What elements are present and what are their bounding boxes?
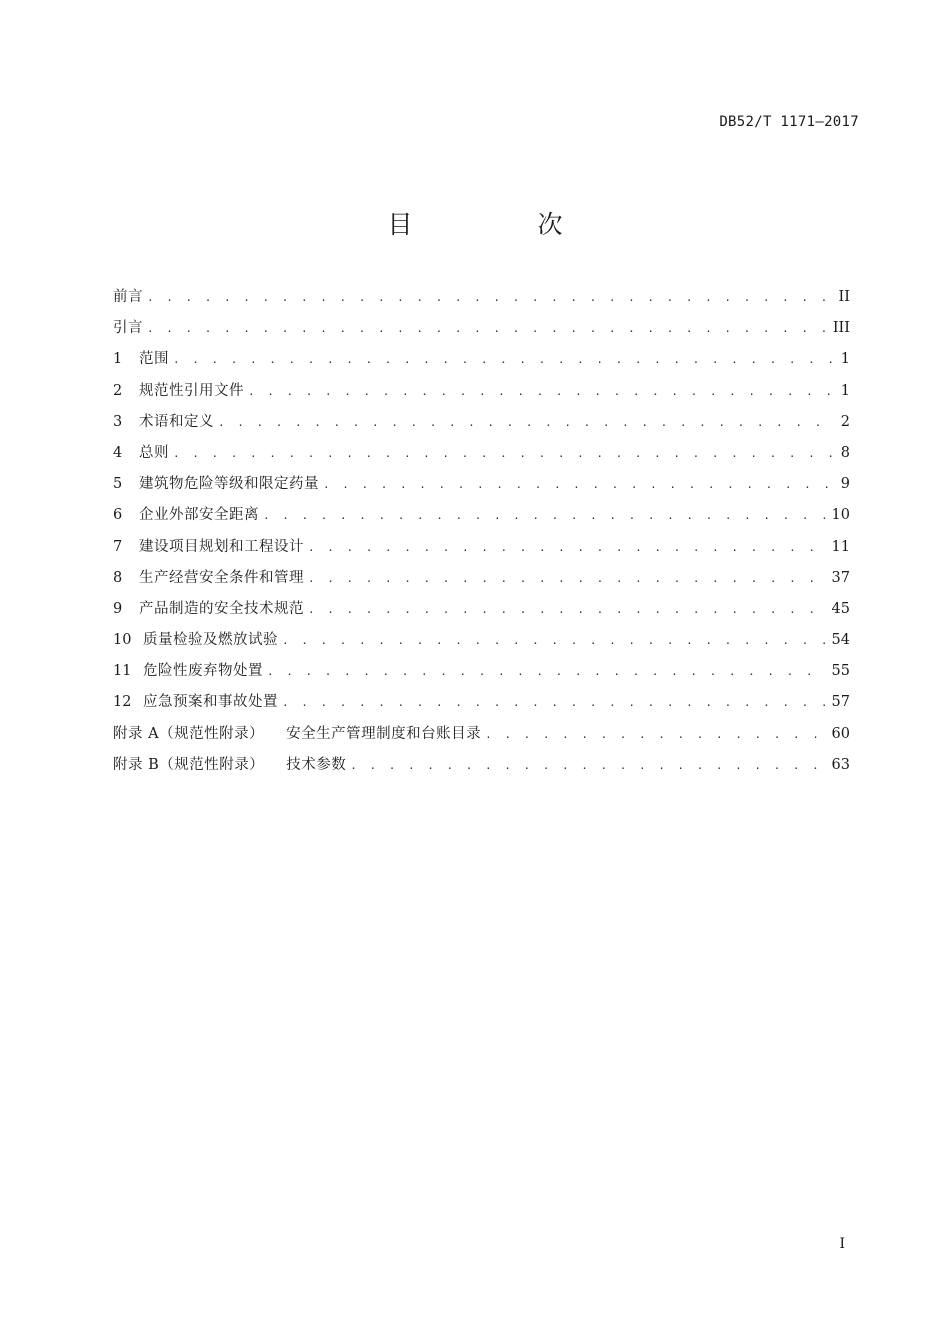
toc-leader-dots [218, 410, 835, 436]
toc-entry-page: 54 [831, 632, 850, 649]
page-title: 目 次 [387, 210, 613, 239]
toc-annex-heading: 附录 A（规范性附录） [113, 725, 265, 742]
toc-entry-page: 9 [840, 476, 850, 493]
toc-entry-8[interactable] [113, 565, 850, 596]
toc-entry-foreword[interactable] [113, 284, 850, 315]
toc-entry-page: 55 [831, 663, 850, 680]
toc-entry-9[interactable] [113, 596, 850, 627]
toc-entry-11[interactable] [113, 658, 850, 689]
toc-entry-annex-b[interactable] [113, 752, 850, 783]
toc-leader-dots [263, 503, 826, 529]
toc-entry-number: 8 [113, 569, 123, 586]
toc-entry-12[interactable] [113, 689, 850, 720]
toc-entry-number: 11 [113, 663, 132, 680]
toc-leader-dots [308, 535, 826, 561]
toc-entry-page: 45 [831, 600, 850, 617]
toc-entry-page: 37 [831, 569, 850, 586]
toc-leader-dots [350, 753, 825, 779]
toc-entry-label: 建筑物危险等级和限定药量 [139, 476, 319, 493]
table-of-contents [113, 284, 850, 783]
toc-leader-dots [147, 316, 827, 342]
toc-entry-number: 6 [113, 507, 123, 524]
toc-leader-dots [248, 379, 835, 405]
toc-entry-label: 产品制造的安全技术规范 [139, 600, 304, 617]
toc-entry-2[interactable] [113, 378, 850, 409]
toc-entry-number: 7 [113, 538, 123, 555]
toc-entry-number: 1 [113, 351, 123, 368]
toc-entry-label: 技术参数 [286, 756, 347, 773]
toc-entry-1[interactable] [113, 346, 850, 377]
toc-leader-dots [282, 628, 826, 654]
standard-code: DB52/T 1171—2017 [719, 114, 859, 130]
toc-entry-page: II [838, 289, 850, 305]
toc-entry-label: 质量检验及燃放试验 [143, 632, 278, 649]
toc-entry-page: 1 [840, 351, 850, 368]
toc-leader-dots [485, 722, 825, 748]
toc-entry-page: III [832, 320, 850, 337]
toc-entry-label: 企业外部安全距离 [139, 507, 259, 524]
toc-entry-number: 3 [113, 413, 123, 430]
toc-entry-label: 规范性引用文件 [139, 382, 244, 399]
toc-entry-10[interactable] [113, 627, 850, 658]
toc-entry-number: 12 [113, 694, 132, 711]
toc-leader-dots [308, 566, 826, 592]
toc-entry-4[interactable] [113, 440, 850, 471]
toc-leader-dots [282, 690, 826, 716]
toc-leader-dots [323, 472, 835, 498]
toc-leader-dots [308, 597, 826, 623]
toc-entry-label: 应急预案和事故处置 [143, 694, 278, 711]
toc-entry-annex-a[interactable] [113, 721, 850, 752]
toc-entry-label: 危险性废弃物处置 [143, 663, 263, 680]
toc-entry-label: 生产经营安全条件和管理 [139, 569, 304, 586]
toc-entry-7[interactable] [113, 534, 850, 565]
toc-leader-dots [173, 347, 835, 373]
toc-leader-dots [147, 285, 833, 311]
toc-entry-label: 术语和定义 [139, 413, 214, 430]
toc-entry-3[interactable] [113, 409, 850, 440]
toc-entry-page: 10 [831, 507, 850, 524]
toc-entry-page: 8 [840, 444, 850, 461]
toc-entry-introduction[interactable] [113, 315, 850, 346]
toc-annex-heading: 附录 B（规范性附录） [113, 756, 265, 773]
toc-entry-6[interactable] [113, 502, 850, 533]
page-number: I [839, 1236, 845, 1252]
toc-entry-number: 4 [113, 444, 123, 461]
toc-leader-dots [267, 659, 826, 685]
toc-entry-page: 2 [840, 413, 850, 430]
toc-entry-page: 63 [831, 756, 850, 773]
toc-entry-label: 前言 [113, 289, 143, 305]
toc-entry-page: 1 [840, 382, 850, 399]
toc-entry-number: 10 [113, 632, 132, 649]
toc-entry-page: 60 [831, 725, 850, 742]
toc-entry-page: 57 [831, 694, 850, 711]
toc-leader-dots [173, 441, 835, 467]
toc-entry-label: 引言 [113, 320, 143, 337]
toc-entry-label: 安全生产管理制度和台账目录 [286, 725, 482, 742]
toc-entry-5[interactable] [113, 471, 850, 502]
toc-entry-number: 9 [113, 600, 123, 617]
toc-entry-number: 2 [113, 382, 123, 399]
toc-entry-number: 5 [113, 476, 123, 493]
toc-entry-label: 建设项目规划和工程设计 [139, 538, 304, 555]
toc-entry-page: 11 [831, 538, 850, 555]
toc-entry-label: 范围 [139, 351, 169, 368]
toc-entry-label: 总则 [139, 444, 169, 461]
